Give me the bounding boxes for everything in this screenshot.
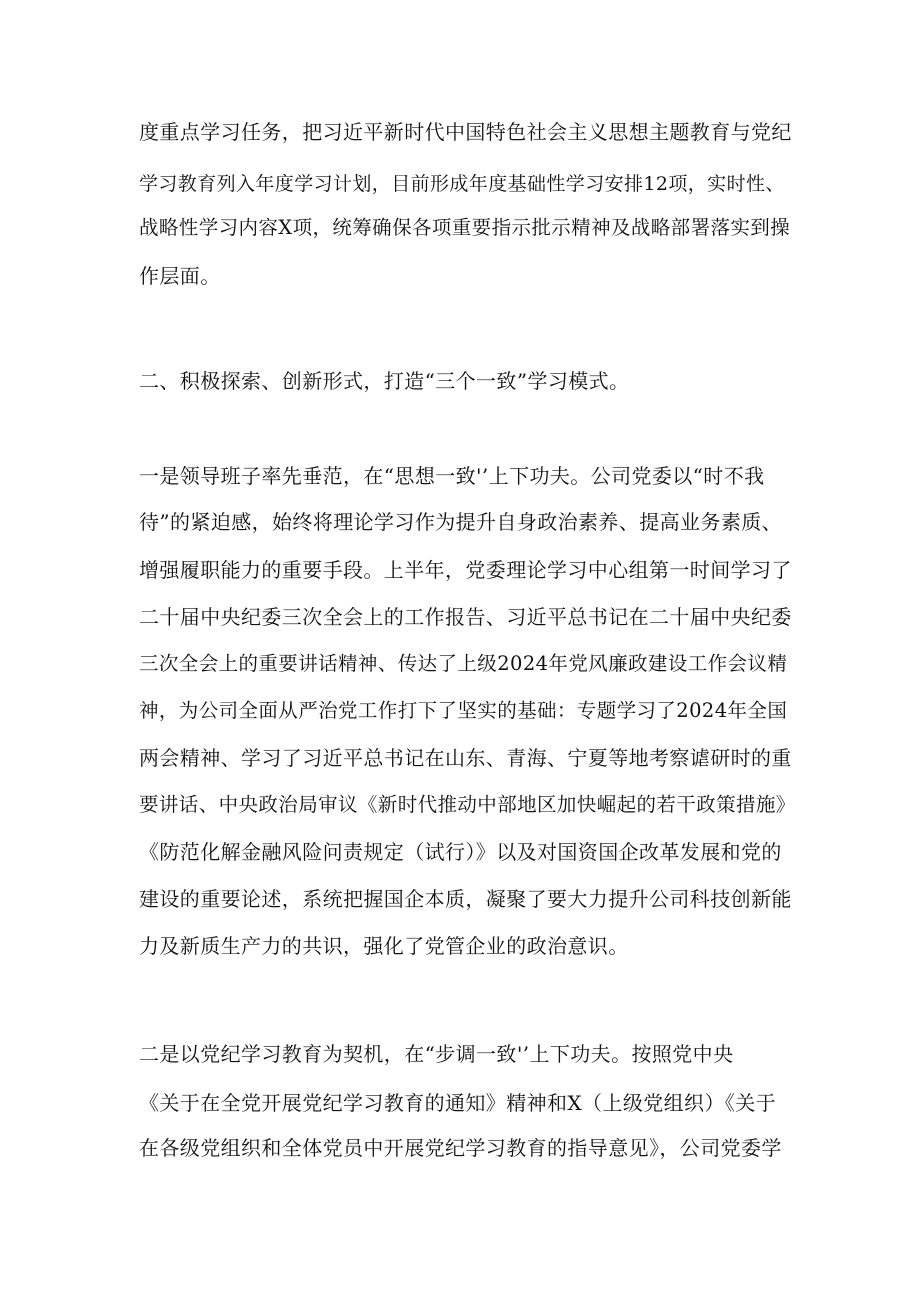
para2-line-7: 两会精神、学习了习近平总书记在山东、青海、宁夏等地考察谑研时的重	[139, 746, 792, 770]
para3-line-2: 《关于在全党开展党纪学习教育的通知》精神和X（上级党组织）《关于	[139, 1091, 777, 1115]
para2-line-10: 建设的重要论述，系统把握国企本质，凝聚了要大力提升公司科技创新能	[139, 887, 792, 911]
para3-line-3: 在各级党组织和全体党员中开展党纪学习教育的指导意见》，公司党委学	[139, 1136, 782, 1160]
para3-line-1: 二是以党纪学习教育为契机，在“步调一致'’上下功夫。按照党中央	[139, 1042, 734, 1066]
para1-line-4: 作层面。	[139, 264, 221, 288]
para2-line-8: 要讲话、中央政治局审议《新时代推动中部地区加快崛起的若干政策措施》	[139, 793, 796, 816]
para1-line-1: 度重点学习任务，把习近平新时代中国特色社会主义思想主题教育与党纪	[139, 120, 792, 144]
para2-line-1: 一是领导班子率先垂范，在“思想一致'’上下功夫。公司党委以“时不我	[139, 464, 765, 488]
para2-line-3: 增强履职能力的重要手段。上半年，党委理论学习中心组第一时间学习了	[139, 558, 792, 582]
para2-line-2: 待”的紧迫感，始终将理论学习作为提升自身政治素养、提高业务素质、	[139, 510, 783, 534]
para2-line-5: 三次全会上的重要讲话精神、传达了上级2024年党风廉政建设工作会议精	[139, 652, 788, 675]
para2-line-9: 《防范化解金融风险问责规定（试行）》以及对国资国企改革发展和党的	[139, 840, 782, 864]
para1-line-2: 学习教育列入年度学习计划，目前形成年度基础性学习安排12项，实时性、	[139, 173, 785, 195]
para2-line-11: 力及新质生产力的共识，强化了党管企业的政治意识。	[139, 934, 629, 958]
para2-line-4: 二十届中央纪委三次全会上的工作报告、习近平总书记在二十届中央纪委	[139, 605, 792, 629]
para2-line-6: 神，为公司全面从严治党工作打下了坚实的基础：专题学习了2024年全国	[139, 699, 788, 722]
para1-line-3: 战略性学习内容X项，统筹确保各项重要指示批示精神及战略部署落实到操	[139, 216, 791, 239]
section-heading: 二、积极探索、创新形式，打造“三个一致”学习模式。	[139, 369, 630, 393]
